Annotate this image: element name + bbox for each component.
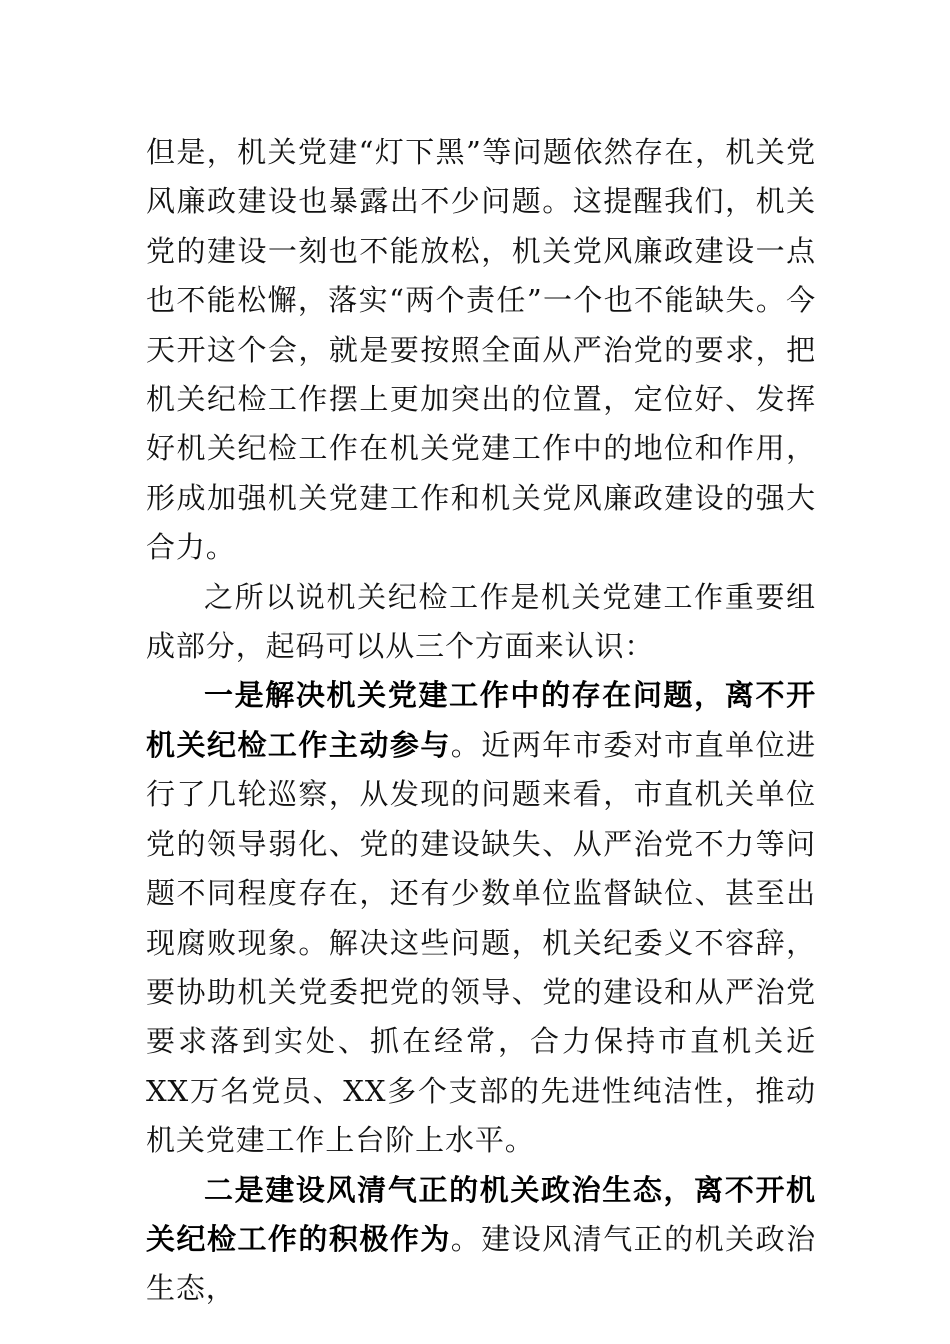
paragraph-4-lead: 二是建设风清气正的机关政治生态，离不开机关纪检工作的积极作为 [146, 1172, 816, 1256]
document-body [146, 128, 816, 1314]
paragraph-1-text: 但是，机关党建“灯下黑”等问题依然存在，机关党风廉政建设也暴露出不少问题。这提醒我们，机关党的建设一刻也不能放松，机关党风廉政建设一点也不能松懈，落实“两个责任”一个也不能缺失。今天开这个会，就是要按照全面从严治党的要求，把机关纪检工作摆上更加突出的位置，定位好、发挥好机关纪检工作在机关党建工作中的地位和作用，形成加强机关党建工作和机关党风廉政建设的强大合力。 [146, 135, 816, 565]
paragraph-3-text: 。近两年市委对市直单位进行了几轮巡察，从发现的问题来看，市直机关单位党的领导弱化、党的建设缺失、从严治党不力等问题不同程度存在，还有少数单位监督缺位、甚至出现腐败现象。解决这些问题，机关纪委义不容辞，要协助机关党委把党的领导、党的建设和从严治党要求落到实处、抓在经常，合力保持市直机关近XX万名党员、XX多个支部的先进性纯洁性，推动机关党建工作上台阶上水平。 [146, 727, 816, 1158]
paragraph-2-text: 之所以说机关纪检工作是机关党建工作重要组成部分，起码可以从三个方面来认识： [146, 579, 816, 664]
paragraph-4 [146, 1166, 816, 1314]
paragraph-1 [146, 128, 816, 573]
paragraph-2 [146, 573, 816, 672]
paragraph-3 [146, 671, 816, 1165]
paragraph-3-lead: 一是解决机关党建工作中的存在问题，离不开机关纪检工作主动参与 [146, 678, 816, 762]
paragraph-4-text: 。建设风清气正的机关政治生态， [146, 1221, 816, 1306]
